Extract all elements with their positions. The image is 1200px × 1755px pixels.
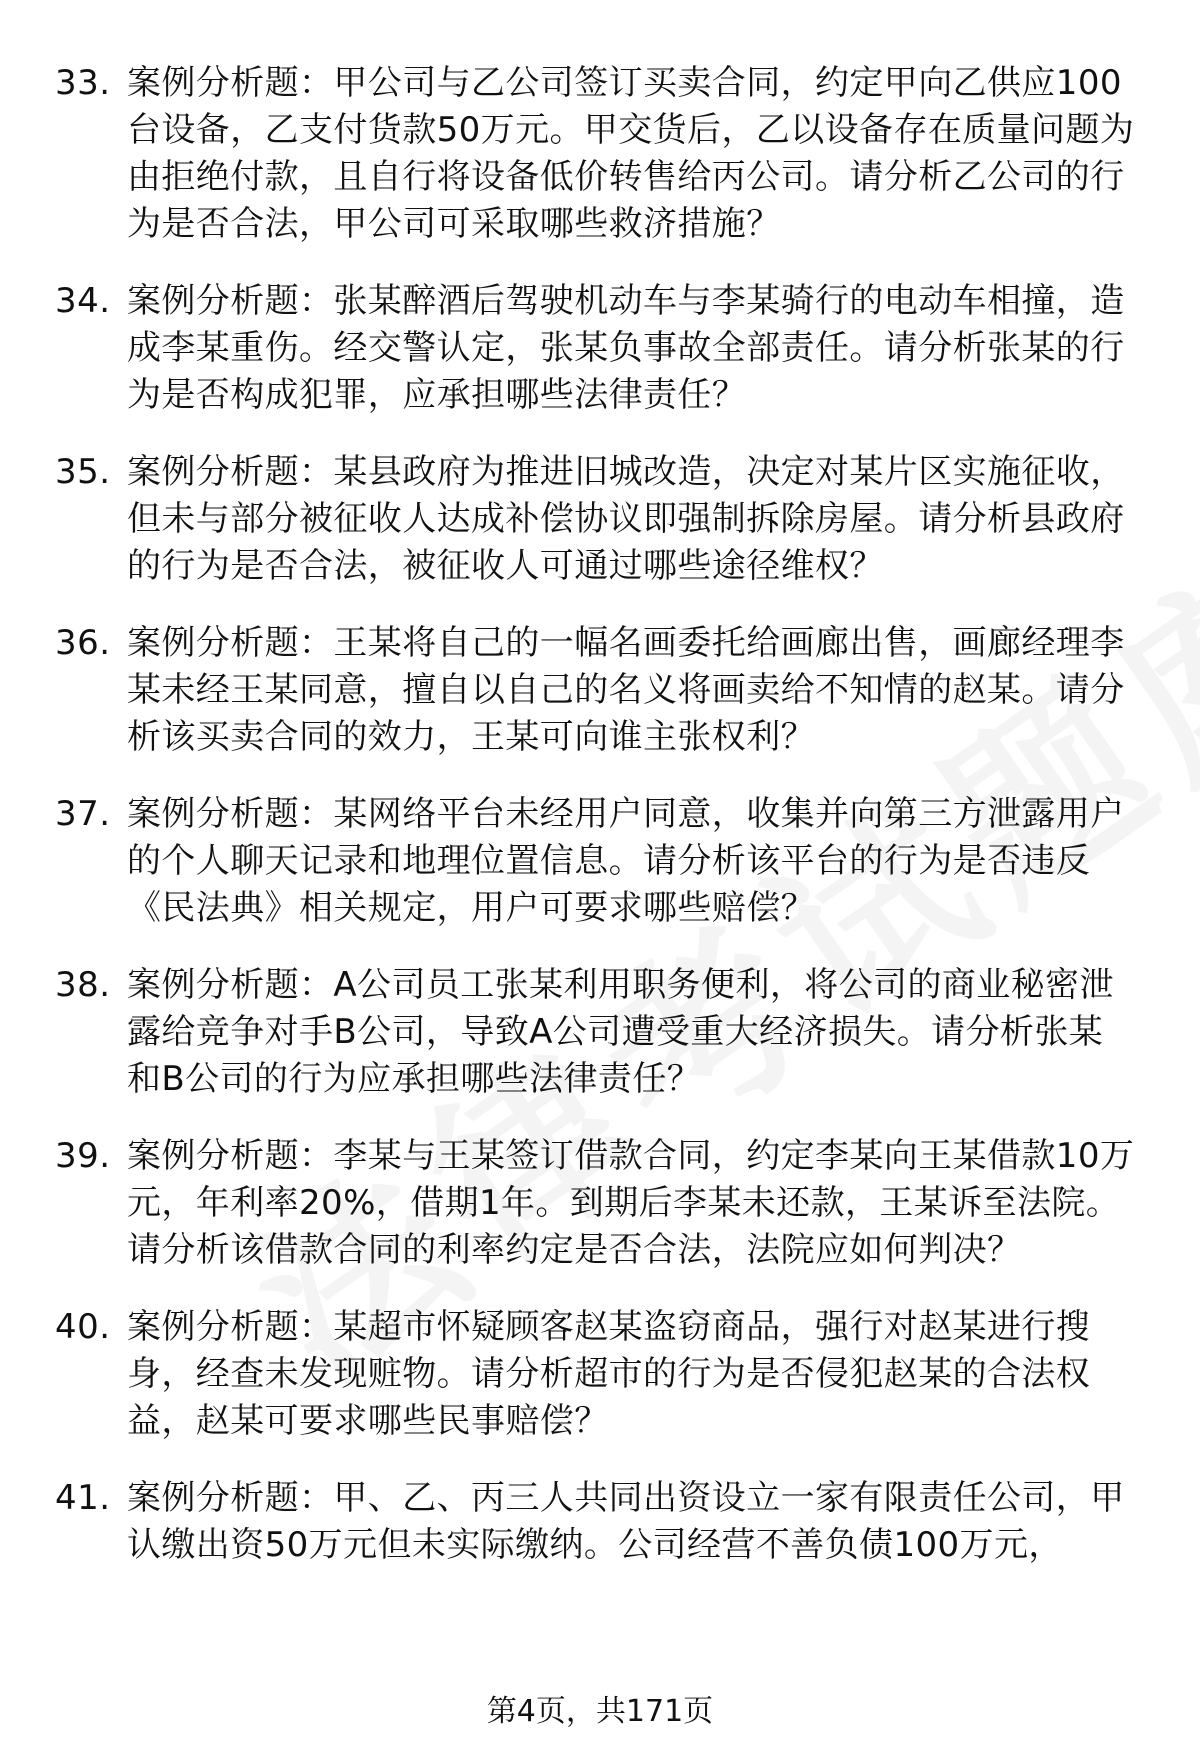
question-item (0, 1304, 1200, 1445)
question-text: 案例分析题：甲公司与乙公司签订买卖合同，约定甲向乙供应100台设备，乙支付货款50万元。甲交货后，乙以设备存在质量问题为由拒绝付款，且自行将设备低价转售给丙公司。请分析乙公司的行为是否合法，甲公司可采取哪些救济措施？ (127, 63, 1135, 244)
question-number: 35. (55, 452, 111, 492)
question-text: 案例分析题：A公司员工张某利用职务便利，将公司的商业秘密泄露给竞争对手B公司，导致A公司遭受重大经济损失。请分析张某和B公司的行为应承担哪些法律责任？ (127, 965, 1114, 1099)
question-text: 案例分析题：王某将自己的一幅名画委托给画廊出售，画廊经理李某未经王某同意，擅自以自己的名义将画卖给不知情的赵某。请分析该买卖合同的效力，王某可向谁主张权利？ (127, 623, 1125, 757)
question-item (0, 962, 1200, 1103)
page-footer: 第4页，共171页 (486, 1694, 714, 1729)
question-item (0, 278, 1200, 419)
question-item (0, 1133, 1200, 1274)
question-number: 34. (55, 281, 111, 321)
question-item (0, 791, 1200, 932)
question-list (0, 60, 1200, 1599)
question-item (0, 1475, 1200, 1569)
question-number: 40. (55, 1307, 111, 1347)
question-text: 案例分析题：甲、乙、丙三人共同出资设立一家有限责任公司，甲认缴出资50万元但未实际缴纳。公司经营不善负债100万元， (127, 1478, 1125, 1565)
question-text: 案例分析题：某县政府为推进旧城改造，决定对某片区实施征收，但未与部分被征收人达成补偿协议即强制拆除房屋。请分析县政府的行为是否合法，被征收人可通过哪些途径维权？ (127, 452, 1125, 586)
question-number: 33. (55, 63, 111, 103)
question-number: 41. (55, 1478, 111, 1518)
question-text: 案例分析题：某网络平台未经用户同意，收集并向第三方泄露用户的个人聊天记录和地理位置信息。请分析该平台的行为是否违反《民法典》相关规定，用户可要求哪些赔偿？ (127, 794, 1125, 928)
question-item (0, 620, 1200, 761)
question-text: 案例分析题：李某与王某签订借款合同，约定李某向王某借款10万元，年利率20%，借期1年。到期后李某未还款，王某诉至法院。请分析该借款合同的利率约定是否合法，法院应如何判决？ (127, 1136, 1135, 1270)
question-item (0, 60, 1200, 248)
question-number: 36. (55, 623, 111, 663)
question-item (0, 449, 1200, 590)
question-number: 38. (55, 965, 111, 1005)
question-text: 案例分析题：某超市怀疑顾客赵某盗窃商品，强行对赵某进行搜身，经查未发现赃物。请分析超市的行为是否侵犯赵某的合法权益，赵某可要求哪些民事赔偿？ (127, 1307, 1091, 1441)
question-text: 案例分析题：张某醉酒后驾驶机动车与李某骑行的电动车相撞，造成李某重伤。经交警认定，张某负事故全部责任。请分析张某的行为是否构成犯罪，应承担哪些法律责任？ (127, 281, 1125, 415)
question-number: 37. (55, 794, 111, 834)
question-number: 39. (55, 1136, 111, 1176)
